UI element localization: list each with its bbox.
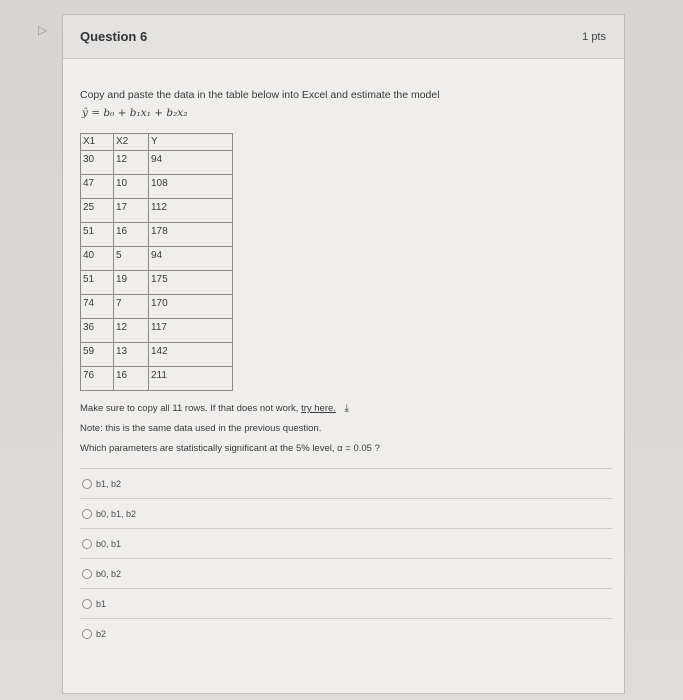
table-cell: 25 (81, 199, 114, 223)
table-cell: 117 (149, 319, 233, 343)
table-row (81, 247, 233, 271)
question-body (63, 59, 624, 648)
answer-label[interactable]: b0, b1, b2 (96, 508, 137, 519)
radio-button[interactable] (82, 569, 92, 579)
table-row (81, 319, 233, 343)
table-cell: 47 (81, 175, 114, 199)
table-cell: 108 (149, 175, 233, 199)
table-cell: 12 (114, 319, 149, 343)
table-cell: 19 (114, 271, 149, 295)
table-cell: 12 (114, 151, 149, 175)
table-header-cell: Y (149, 134, 233, 151)
question-prompt: Copy and paste the data in the table below into Excel and estimate the model (80, 89, 440, 101)
table-cell: 76 (81, 367, 114, 391)
table-cell: 175 (149, 271, 233, 295)
table-cell: 170 (149, 295, 233, 319)
table-cell: 94 (149, 151, 233, 175)
table-cell: 16 (114, 223, 149, 247)
data-table (80, 133, 233, 391)
table-cell: 5 (114, 247, 149, 271)
download-icon[interactable]: ⤓ (344, 403, 349, 414)
table-cell: 17 (114, 199, 149, 223)
table-row (81, 175, 233, 199)
answer-option[interactable] (80, 558, 612, 588)
radio-button[interactable] (82, 629, 92, 639)
answer-list (80, 468, 612, 648)
table-row (81, 367, 233, 391)
table-cell: 30 (81, 151, 114, 175)
table-row (81, 199, 233, 223)
answer-label[interactable]: b1, b2 (96, 478, 122, 489)
model-formula: ŷ = b₀ + b₁x₁ + b₂x₂ (82, 107, 188, 119)
radio-button[interactable] (82, 599, 92, 609)
answer-label[interactable]: b2 (96, 628, 107, 639)
answer-label[interactable]: b1 (96, 598, 107, 609)
answer-option[interactable] (80, 498, 612, 528)
table-cell: 51 (81, 223, 114, 247)
copy-note-text: Make sure to copy all 11 rows. If that does not work, (80, 403, 299, 414)
answer-option[interactable] (80, 468, 612, 498)
table-row (81, 271, 233, 295)
answer-label[interactable]: b0, b1 (96, 538, 122, 549)
table-cell: 16 (114, 367, 149, 391)
question-header (63, 15, 624, 59)
question-card (62, 14, 625, 694)
table-cell: 36 (81, 319, 114, 343)
answer-option[interactable] (80, 528, 612, 558)
question-title: Question 6 (80, 29, 148, 44)
table-cell: 142 (149, 343, 233, 367)
table-row (81, 343, 233, 367)
table-cell: 94 (149, 247, 233, 271)
table-row (81, 295, 233, 319)
table-cell: 10 (114, 175, 149, 199)
table-header-row (81, 134, 233, 151)
radio-button[interactable] (82, 539, 92, 549)
table-cell: 40 (81, 247, 114, 271)
table-cell: 74 (81, 295, 114, 319)
answer-option[interactable] (80, 618, 612, 648)
copy-note (80, 403, 624, 414)
table-cell: 211 (149, 367, 233, 391)
radio-button[interactable] (82, 509, 92, 519)
table-cell: 178 (149, 223, 233, 247)
table-row (81, 151, 233, 175)
try-here-link[interactable]: try here. (301, 403, 336, 414)
question-points: 1 pts (582, 30, 606, 43)
table-cell: 51 (81, 271, 114, 295)
question-ask: Which parameters are statistically significant at the 5% level, α = 0.05 ? (80, 443, 380, 454)
table-header-cell: X2 (114, 134, 149, 151)
answer-option[interactable] (80, 588, 612, 618)
table-cell: 7 (114, 295, 149, 319)
table-cell: 59 (81, 343, 114, 367)
table-row (81, 223, 233, 247)
flag-icon[interactable]: ▷ (38, 23, 48, 37)
answer-label[interactable]: b0, b2 (96, 568, 122, 579)
table-header-cell: X1 (81, 134, 114, 151)
table-cell: 13 (114, 343, 149, 367)
same-data-note: Note: this is the same data used in the previous question. (80, 423, 322, 434)
radio-button[interactable] (82, 479, 92, 489)
table-cell: 112 (149, 199, 233, 223)
